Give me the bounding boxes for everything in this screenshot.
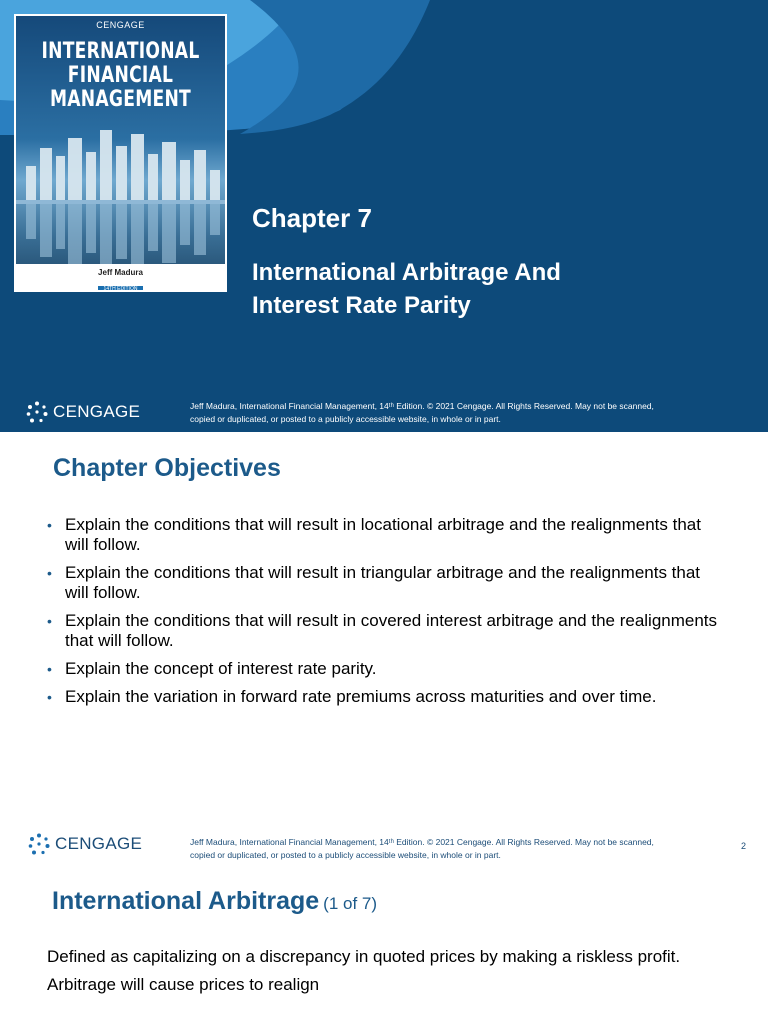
cengage-wordmark: CENGAGE (53, 402, 141, 421)
copyright-notice: Jeff Madura, International Financial Management, 14ᵗʰ Edition. © 2021 Cengage. All Rights Reserved. May not be scanned, copied or duplicated, or posted to a publicly accessible website, in whole or in part. (190, 401, 654, 424)
book-edition: 14TH EDITION (98, 286, 144, 290)
title-slide (0, 0, 768, 432)
page-number: 2 (741, 841, 747, 851)
chapter-title: International Arbitrage And Interest Rate Parity (252, 259, 561, 319)
cengage-wordmark: CENGAGE (55, 834, 143, 853)
chapter-number: Chapter 7 (252, 203, 372, 233)
cengage-mark-icon (28, 833, 50, 855)
arbitrage-slide (0, 864, 768, 1024)
slide-body (47, 946, 737, 1002)
paragraph: Arbitrage will cause prices to realign (47, 975, 320, 994)
list-item: • Explain the conditions that will result in covered interest arbitrage and the realignments that will follow. (47, 611, 718, 650)
cengage-mark-icon (26, 401, 48, 423)
cengage-logo (28, 833, 142, 855)
city-skyline-image (16, 126, 225, 268)
list-item: • Explain the conditions that will result in locational arbitrage and the realignments that will follow. (47, 515, 701, 554)
objectives-list (45, 515, 725, 715)
copyright-notice: Jeff Madura, International Financial Management, 14ᵗʰ Edition. © 2021 Cengage. All Rights Reserved. May not be scanned, copied or duplicated, or posted to a publicly accessible website, in whole or in part. (190, 837, 654, 860)
slide-heading: International Arbitrage (1 of 7) (52, 887, 378, 915)
book-cover (14, 14, 227, 292)
bullet-icon: • (47, 661, 52, 677)
list-item: • Explain the concept of interest rate parity. (47, 659, 377, 678)
slide-heading: Chapter Objectives (53, 454, 281, 482)
bullet-icon: • (47, 565, 52, 581)
list-item: • Explain the conditions that will result in triangular arbitrage and the realignments that will follow. (47, 563, 701, 602)
list-item: • Explain the variation in forward rate premiums across maturities and over time. (47, 687, 657, 706)
bullet-icon: • (47, 613, 52, 629)
objectives-slide (0, 432, 768, 864)
bullet-icon: • (47, 517, 52, 533)
book-footer (16, 264, 225, 290)
paragraph: Defined as capitalizing on a discrepancy in quoted prices by making a riskless profit. (47, 947, 681, 966)
cengage-logo (26, 401, 140, 423)
book-brand: CENGAGE (96, 20, 145, 30)
book-title: INTERNATIONAL FINANCIAL MANAGEMENT (41, 39, 200, 112)
slide-counter: (1 of 7) (323, 894, 378, 913)
bullet-icon: • (47, 689, 52, 705)
book-author: Jeff Madura (98, 268, 143, 277)
